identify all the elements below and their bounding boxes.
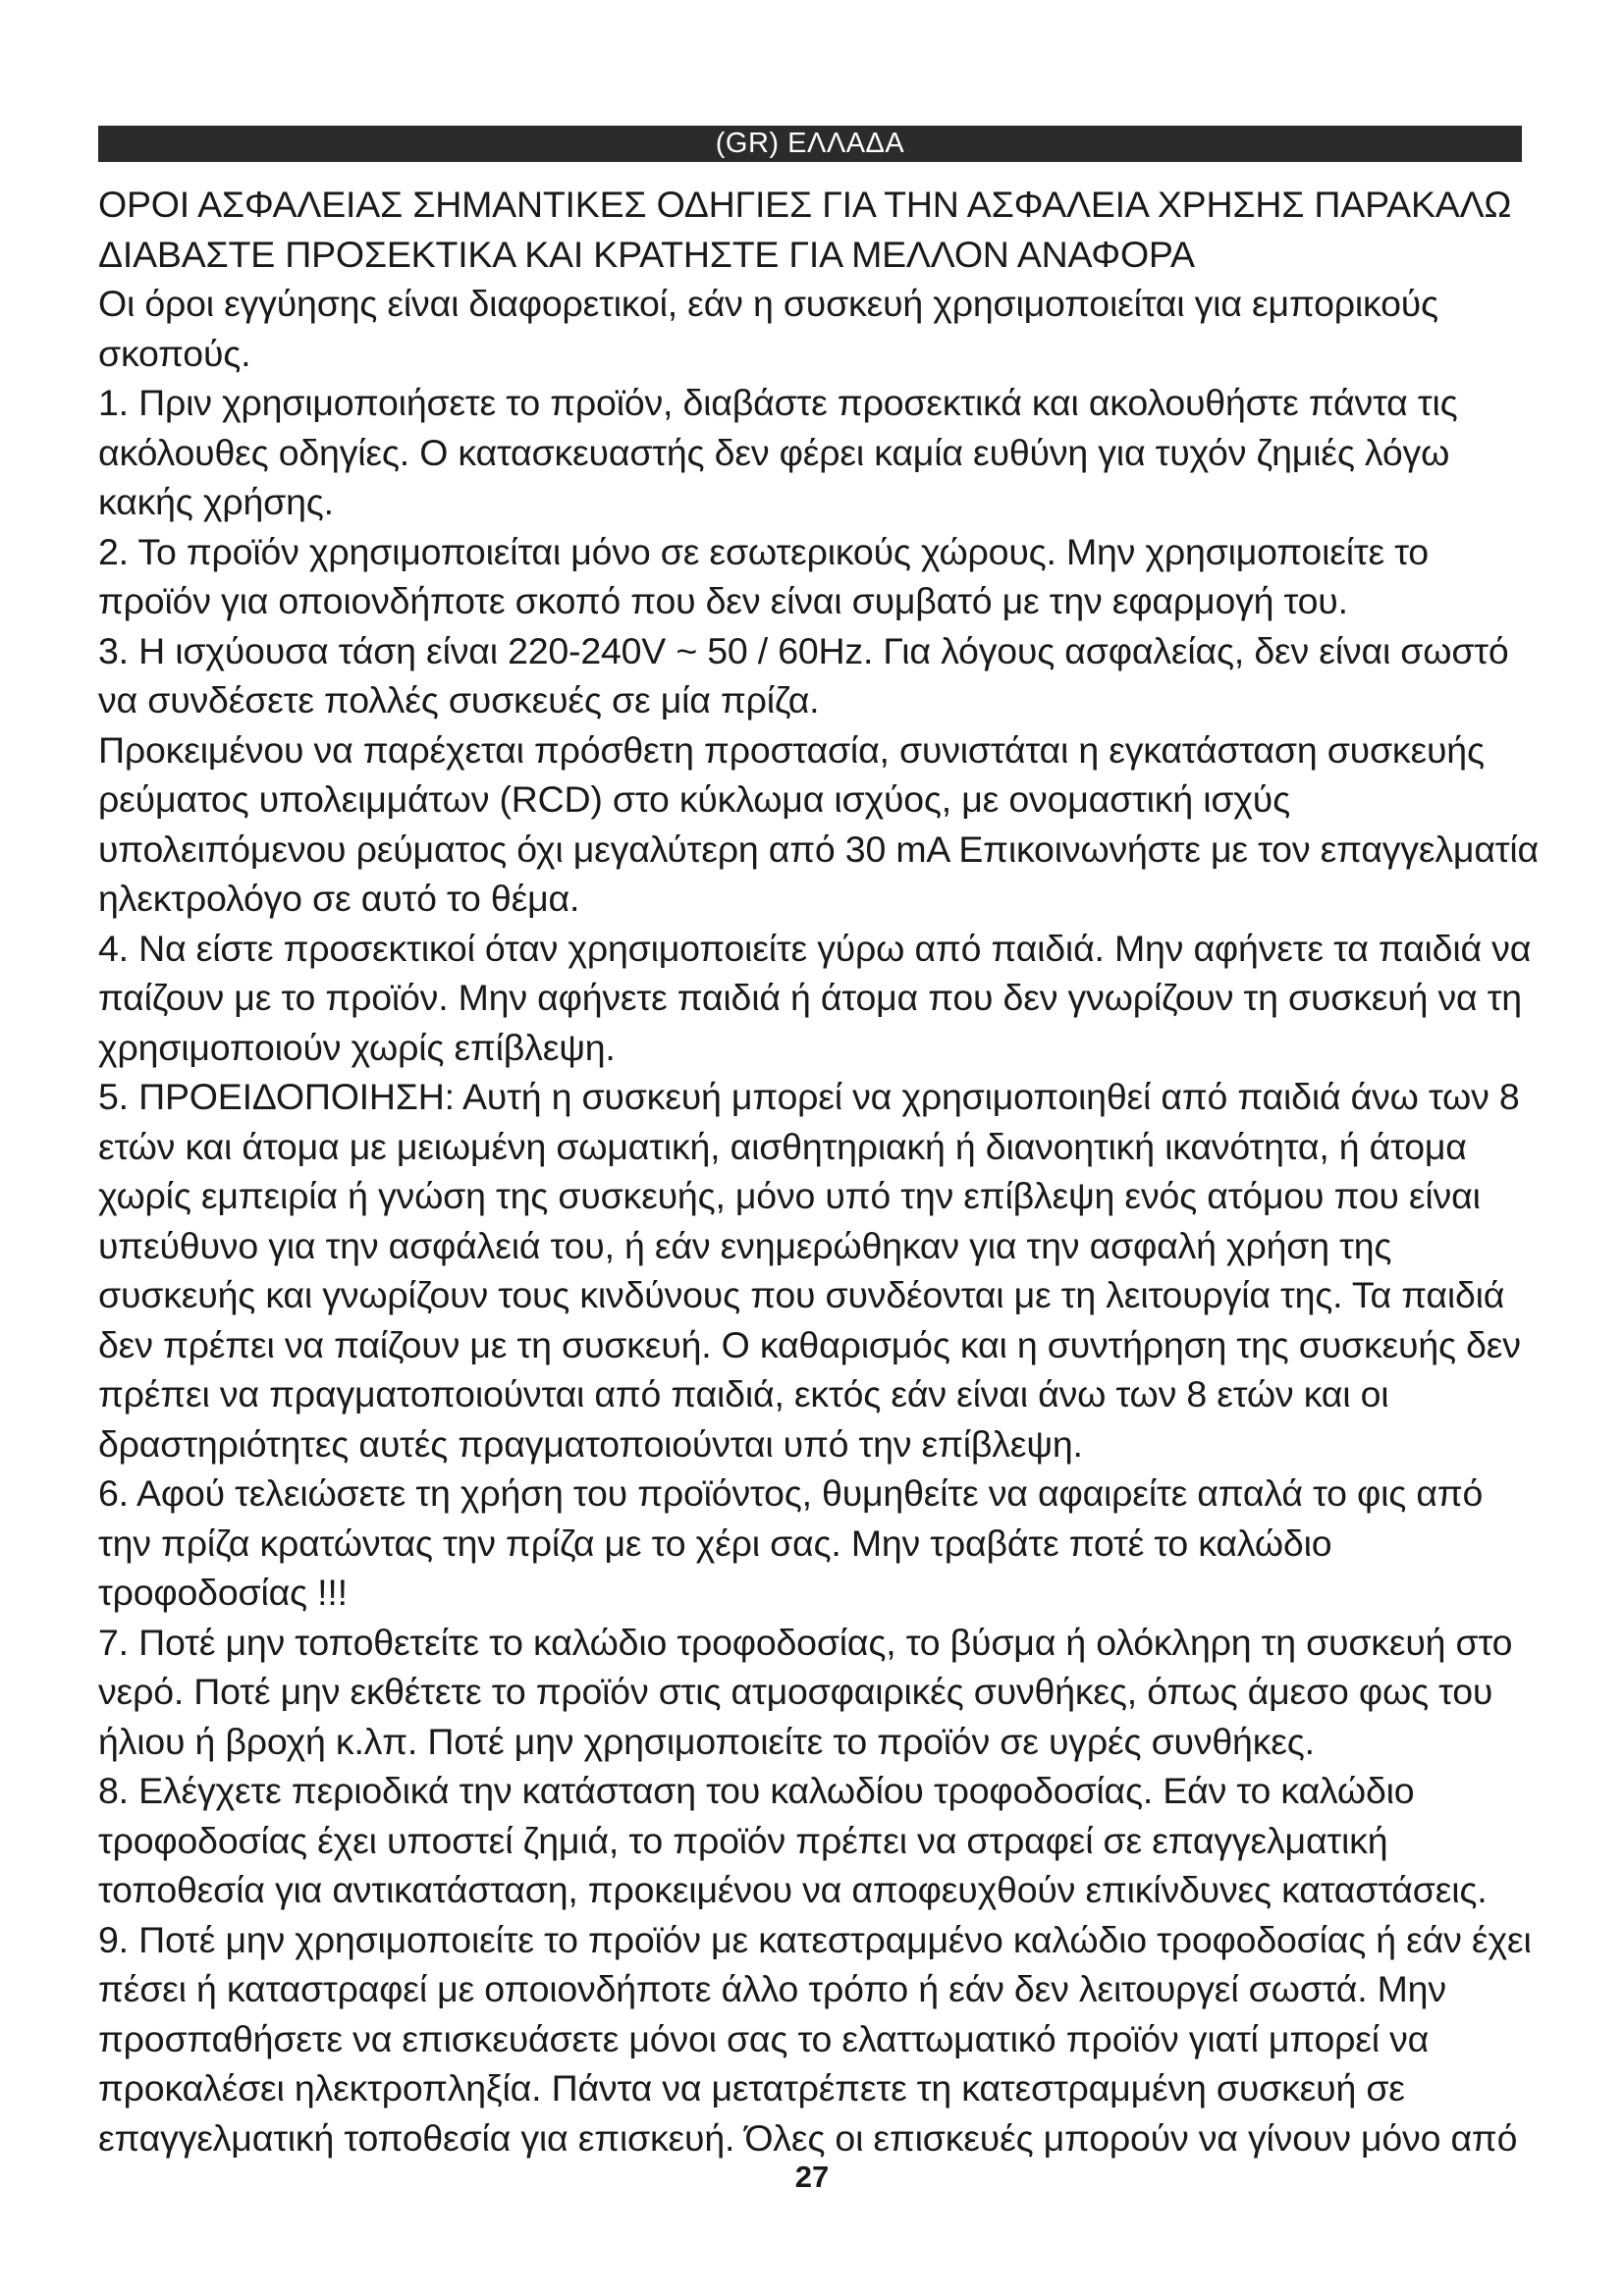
paragraph-item-2: 2. Το προϊόν χρησιμοποιείται μόνο σε εσωτερικούς χώρους. Μην χρησιμοποιείτε το προϊόν για οποιονδήποτε σκοπό που δεν είναι συμβατό με την εφαρμογή του. [98,530,1429,621]
section-title: ΟΡΟΙ ΑΣΦΑΛΕΙΑΣ ΣΗΜΑΝΤΙΚΕΣ ΟΔΗΓΙΕΣ ΓΙΑ ΤΗΝ ΑΣΦΑΛΕΙΑ ΧΡΗΣΗΣ ΠΑΡΑΚΑΛΩ ΔΙΑΒΑΣΤΕ ΠΡΟΣΕΚΤΙΚΑ ΚΑΙ ΚΡΑΤΗΣΤΕ ΓΙΑ ΜΕΛΛΟΝ ΑΝΑΦΟΡΑ [98,184,1512,275]
paragraph-warranty-note: Οι όροι εγγύησης είναι διαφορετικοί, εάν η συσκευή χρησιμοποιείται για εμπορικούς σκοπούς. [98,283,1438,374]
language-tag: (GR) ΕΛΛΑΔΑ [715,128,905,159]
language-header-bar [98,126,1522,162]
paragraph-item-7: 7. Ποτέ μην τοποθετείτε το καλώδιο τροφοδοσίας, το βύσμα ή ολόκληρη τη συσκευή στο νερό. Ποτέ μην εκθέτετε το προϊόν στις ατμοσφαιρικές συνθήκες, όπως άμεσο φως του ήλιου ή βροχή κ.λπ. Ποτέ μην χρησιμοποιείτε το προϊόν σε υγρές συνθήκες. [98,1621,1513,1762]
paragraph-item-8: 8. Ελέγχετε περιοδικά την κατάσταση του καλωδίου τροφοδοσίας. Εάν το καλώδιο τροφοδοσίας έχει υποστεί ζημιά, το προϊόν πρέπει να στραφεί σε επαγγελματική τοποθεσία για αντικατάσταση, προκειμένου να αποφευχθούν επικίνδυνες καταστάσεις. [98,1770,1488,1910]
safety-instructions-body [98,180,1542,2163]
paragraph-item-1: 1. Πριν χρησιμοποιήσετε το προϊόν, διαβάστε προσεκτικά και ακολουθήστε πάντα τις ακόλουθες οδηγίες. Ο κατασκευαστής δεν φέρει καμία ευθύνη για τυχόν ζημιές λόγω κακής χρήσης. [98,382,1458,522]
paragraph-item-9: 9. Ποτέ μην χρησιμοποιείτε το προϊόν με κατεστραμμένο καλώδιο τροφοδοσίας ή εάν έχει πέσει ή καταστραφεί με οποιονδήποτε άλλο τρόπο ή εάν δεν λειτουργεί σωστά. Μην προσπαθήσετε να επισκευάσετε μόνοι σας το ελαττωματικό προϊόν γιατί μπορεί να προκαλέσει ηλεκτροπληξία. Πάντα να μετατρέπετε τη κατεστραμμένη συσκευή σε επαγγελματική τοποθεσία για επισκευή. Όλες οι επισκευές μπορούν να γίνουν μόνο από [98,1918,1532,2159]
paragraph-item-5-warning: 5. ΠΡΟΕΙΔΟΠΟΙΗΣΗ: Αυτή η συσκευή μπορεί να χρησιμοποιηθεί από παιδιά άνω των 8 ετών και άτομα με μειωμένη σωματική, αισθητηριακή ή διανοητική ικανότητα, ή άτομα χωρίς εμπειρία ή γνώση της συσκευής, μόνο υπό την επίβλεψη ενός ατόμου που είναι υπεύθυνο για την ασφάλειά του, ή εάν ενημερώθηκαν για την ασφαλή χρήση της συσκευής και γνωρίζουν τους κινδύνους που συνδέονται με τη λειτουργία της. Τα παιδιά δεν πρέπει να παίζουν με τη συσκευή. Ο καθαρισμός και η συντήρηση της συσκευής δεν πρέπει να πραγματοποιούνται από παιδιά, εκτός εάν είναι άνω των 8 ετών και οι δραστηριότητες αυτές πραγματοποιούνται υπό την επίβλεψη. [98,1076,1521,1465]
paragraph-item-6: 6. Αφού τελειώσετε τη χρήση του προϊόντος, θυμηθείτε να αφαιρείτε απαλά το φις από την πρίζα κρατώντας την πρίζα με το χέρι σας. Μην τραβάτε ποτέ το καλώδιο τροφοδοσίας !!! [98,1472,1484,1613]
page-number: 27 [794,2160,830,2194]
paragraph-rcd-note: Προκειμένου να παρέχεται πρόσθετη προστασία, συνιστάται η εγκατάσταση συσκευής ρεύματος υπολειμμάτων (RCD) στο κύκλωμα ισχύος, με ονομαστική ισχύς υπολειπόμενου ρεύματος όχι μεγαλύτερη από 30 mA Επικοινωνήστε με τον επαγγελματία ηλεκτρολόγο σε αυτό το θέμα. [98,728,1540,919]
paragraph-item-3: 3. Η ισχύουσα τάση είναι 220-240V ~ 50 / 60Hz. Για λόγους ασφαλείας, δεν είναι σωστό να συνδέσετε πολλές συσκευές σε μία πρίζα. [98,629,1509,721]
paragraph-item-4: 4. Να είστε προσεκτικοί όταν χρησιμοποιείτε γύρω από παιδιά. Μην αφήνετε τα παιδιά να παίζουν με το προϊόν. Μην αφήνετε παιδιά ή άτομα που δεν γνωρίζουν τη συσκευή να τη χρησιμοποιούν χωρίς επίβλεψη. [98,927,1532,1068]
